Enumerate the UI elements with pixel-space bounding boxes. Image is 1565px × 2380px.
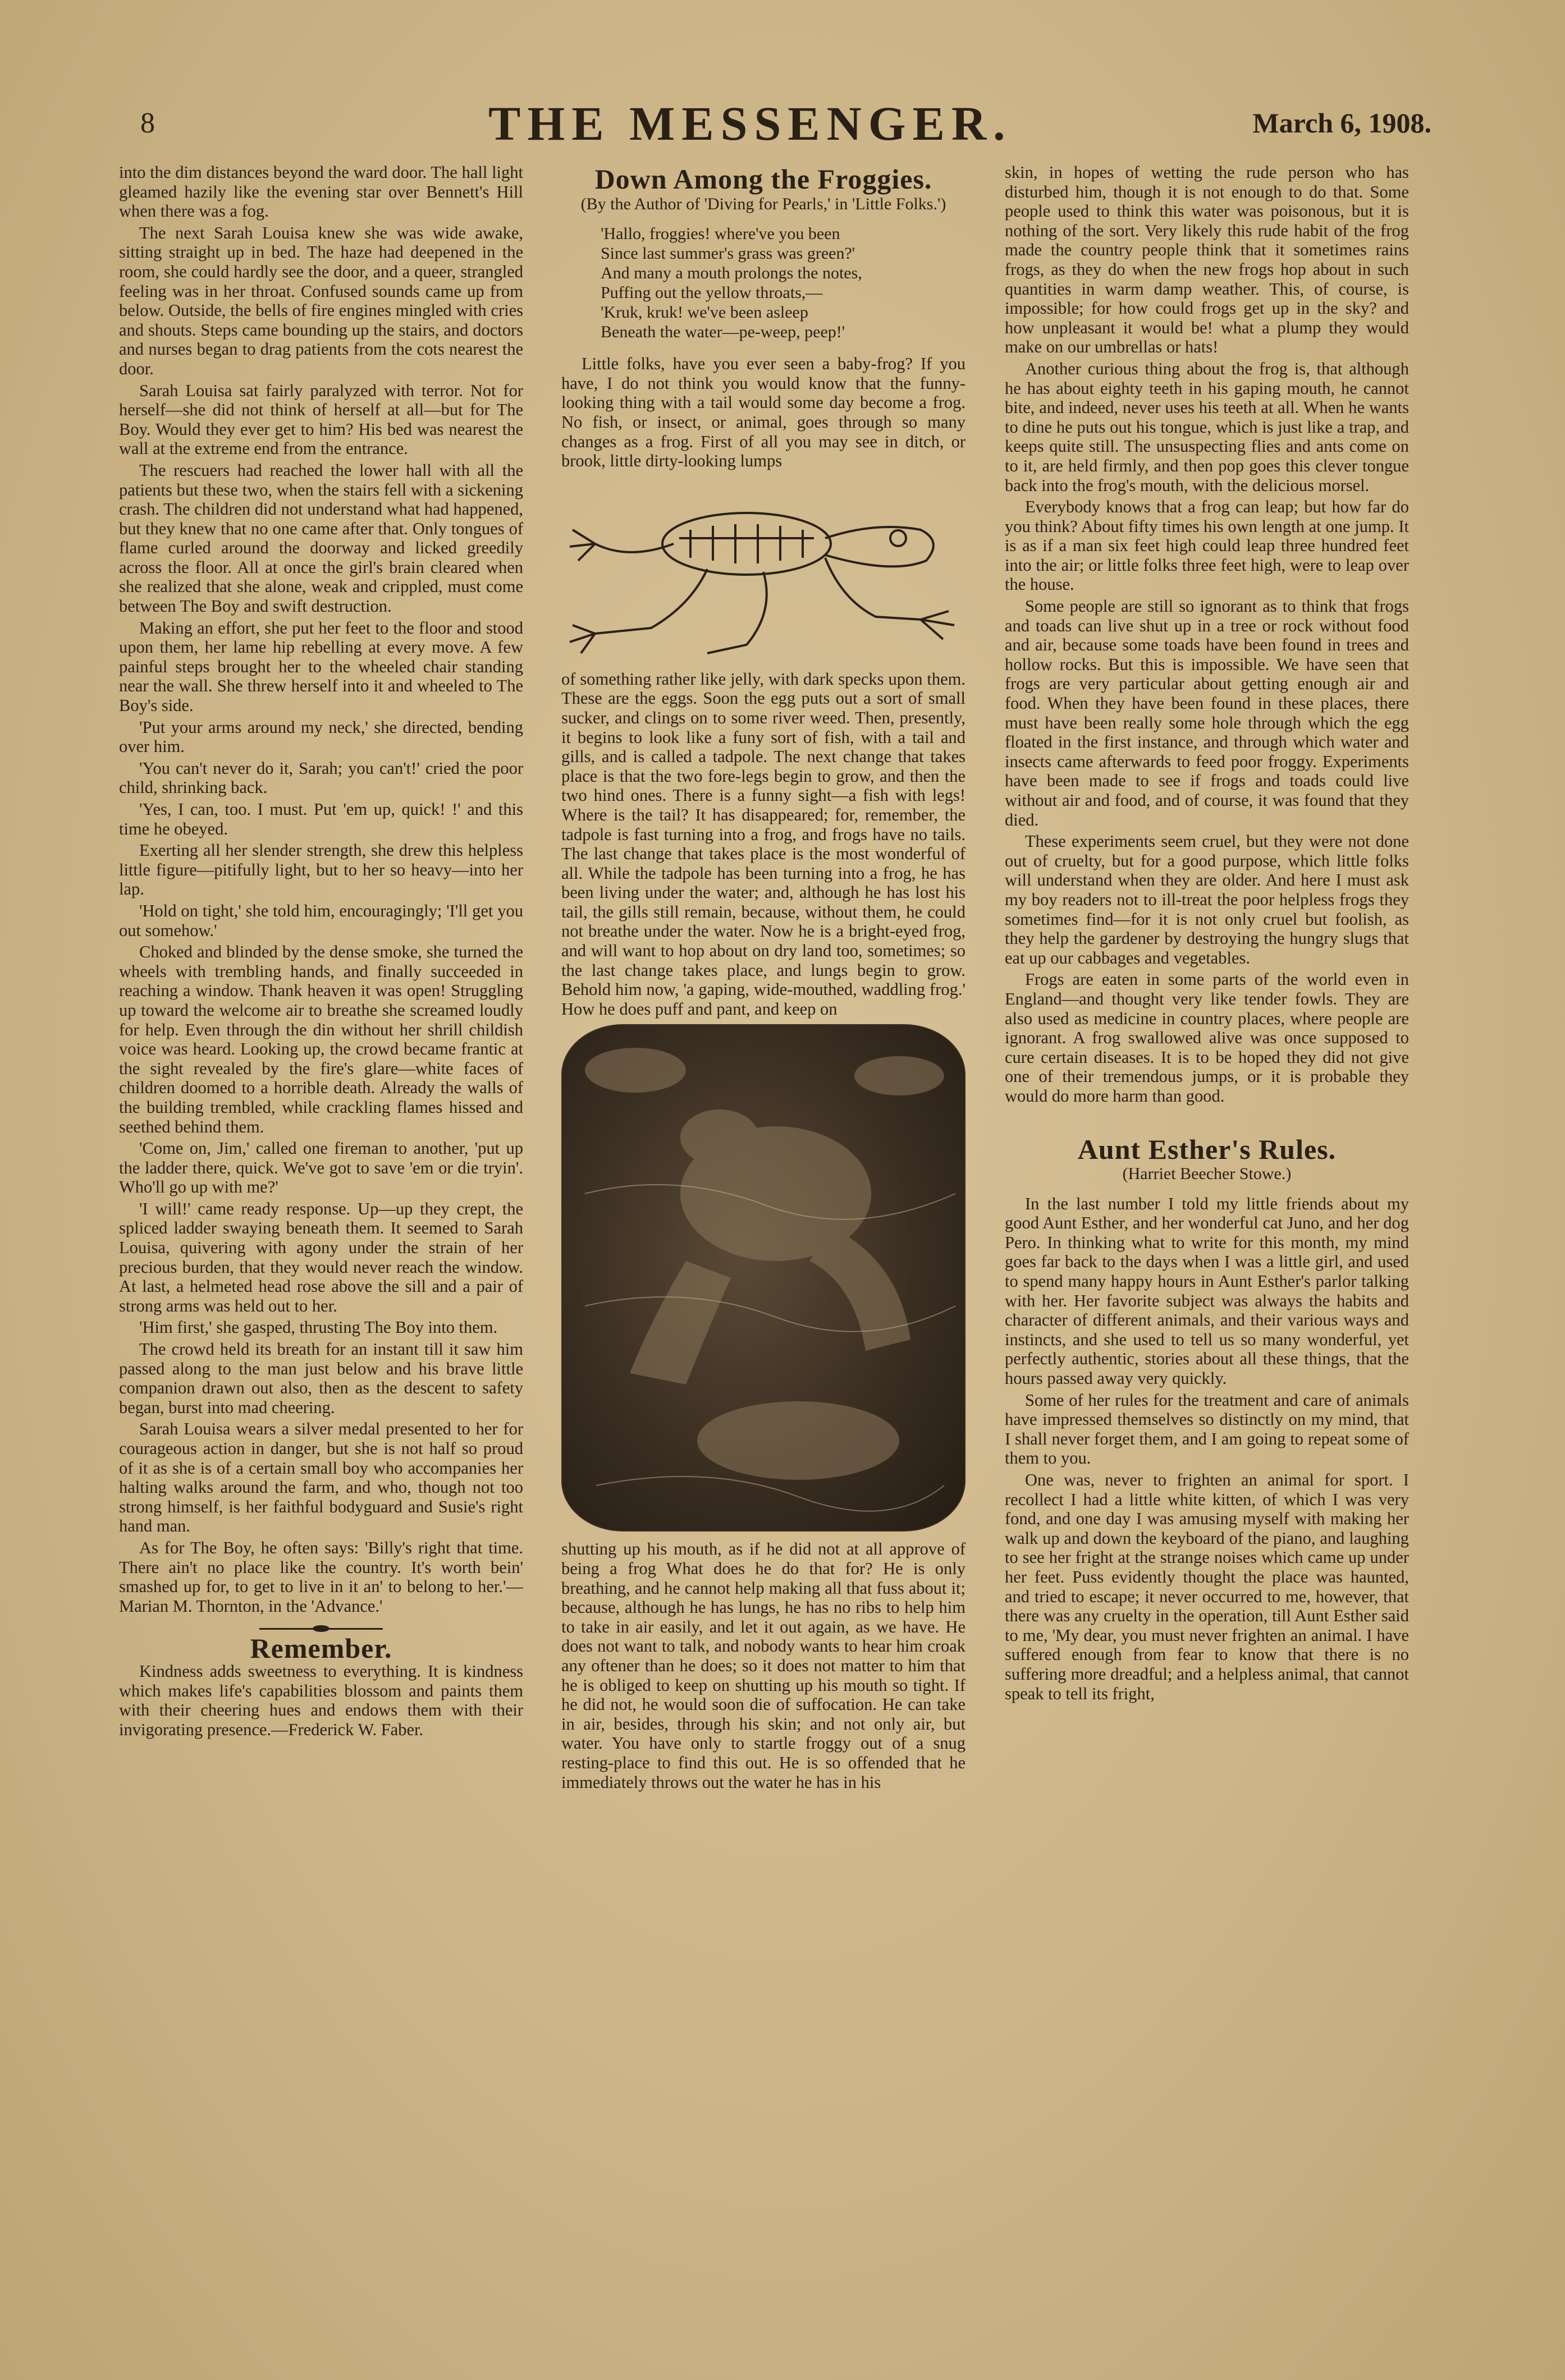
frog-skeleton-illustration	[561, 476, 965, 662]
paragraph: shutting up his mouth, as if he did not at all approve of being a frog What does he do that for? He is only breathing, and he cannot help making all that fuss about it; because, although he has lungs, he has no ribs to help him to take in air easily, and let it out again, as we have. He does not want to talk, and nobody wants to hear him croak any oftener than he does; so it does not matter to him that he is obliged to keep on shutting up his mouth so tight. If he did not, he would soon die of suffocation. He can take in air, besides, through his skin; and not only air, but water. You have only to startle froggy out of a snug resting-place to find this out. He is so offended that he immediately throws out the water he has in his	[561, 1539, 965, 1792]
paragraph: Sarah Louisa sat fairly paralyzed with terror. Not for herself—she did not think of herself at all—but for The Boy. Would they ever get to him? His bed was nearest the wall at the extreme end from the entrance.	[119, 380, 523, 458]
paragraph: The next Sarah Louisa knew she was wide awake, sitting straight up in bed. The haze had deepened in the room, she could hardly see the door, and a queer, strangled feeling was in her throat. Confused sounds came up from below. Outside, the bells of fire engines mingled with cries and shouts. Steps came bounding up the stairs, and doctors and nurses began to drag patients from the cots nearest the door.	[119, 223, 523, 378]
paragraph: Everybody knows that a frog can leap; but how far do you think? About fifty times his own length at one jump. It is as if a man six feet high could leap three hundred feet into the air; or little folks three feet high, were to leap over the house.	[1005, 497, 1409, 594]
paragraph: These experiments seem cruel, but they were not done out of cruelty, but for a good purpose, which little folks will understand when they are older. And here I must ask my boy readers not to ill-treat the poor helpless frogs they sometimes find—for it is not only cruel but foolish, as they help the gardener by destroying the hungry slugs that eat up our cabbages and vegetables.	[1005, 832, 1409, 967]
poem-line: Since last summer's grass was green?'	[601, 244, 855, 263]
section-divider	[259, 1628, 383, 1630]
newspaper-title: THE MESSENGER.	[488, 97, 1012, 150]
froggies-poem	[601, 224, 965, 342]
paragraph: 'Come on, Jim,' called one fireman to another, 'put up the ladder there, quick. We've got to save 'em or die tryin'. Who'll go up with me?'	[119, 1139, 523, 1197]
poem-line: Puffing out the yellow throats,—	[601, 283, 823, 302]
issue-date: March 6, 1908.	[1252, 107, 1431, 139]
paragraph: 'Hold on tight,' she told him, encouragingly; 'I'll get you out somehow.'	[119, 901, 523, 940]
poem-line: Beneath the water—pe-weep, peep!'	[601, 323, 845, 342]
page-number: 8	[140, 107, 155, 139]
paragraph: Frogs are eaten in some parts of the world even in England—and thought very like tender fowls. They are also used as medicine in country places, where people are ignorant. A frog swallowed alive was once supposed to cure certain diseases. It is to be hoped they did not give one of their tremendous jumps, or it is probable they would do more harm than good.	[1005, 970, 1409, 1106]
poem-line: 'Hallo, froggies! where've you been	[601, 224, 840, 244]
paragraph: Another curious thing about the frog is, that although he has about eighty teeth in his gaping mouth, he cannot bite, and indeed, never uses his teeth at all. When he wants to dine he puts out his tongue, which is just like a trap, and keeps quite still. The unsuspecting flies and ants come on to it, are held firmly, and then pop goes this clever tongue back into the frog's mouth, with the delicious morsel.	[1005, 359, 1409, 495]
paragraph: The rescuers had reached the lower hall with all the patients but these two, when the stairs fell with a sickening crash. The children did not understand what had happened, but they knew that no one came after that. Only tongues of flame curled around the doorway and licked greedily across the floor. All at once the girl's brain cleared when she realized that she alone, weak and crippled, must come between The Boy and swift destruction.	[119, 460, 523, 616]
aunt-esther-byline: (Harriet Beecher Stowe.)	[1122, 1164, 1292, 1184]
paragraph: 'Him first,' she gasped, thrusting The Boy into them.	[139, 1318, 498, 1337]
paragraph: One was, never to frighten an animal for sport. I recollect I had a little white kitten, of which I was very fond, and one day I was amusing myself with making her walk up and down the keyboard of the piano, and laughing to see her fright at the strange noises which came up under her feet. Puss evidently thought the place was haunted, and tried to escape; it never occurred to me, however, that there was any cruelty in the operation, till Aunt Esther said to me, 'My dear, you must never frighten an animal. I have suffered enough from fear to know that there is no suffering more dreadful; and a helpless animal, that cannot speak to tell its fright,	[1005, 1470, 1409, 1703]
paragraph: 'You can't never do it, Sarah; you can't!' cried the poor child, shrinking back.	[119, 758, 523, 797]
paragraph: As for The Boy, he often says: 'Billy's right that time. There ain't no place like the country. It's worth bein' smashed up for, to get to live in it an' to belong to her.'—Marian M. Thornton, in the 'Advance.'	[119, 1538, 523, 1616]
aunt-esther-heading: Aunt Esther's Rules.	[1077, 1133, 1337, 1165]
paragraph: Sarah Louisa wears a silver medal presented to her for courageous action in danger, but she is not half so proud of it as she is of a certain small boy who accompanies her halting walks around the farm, and who, though not too strong himself, is her faithful bodyguard and Susie's right hand man.	[119, 1419, 523, 1536]
column-1	[119, 163, 523, 1741]
poem-line: 'Kruk, kruk! we've been asleep	[601, 303, 808, 322]
column-3	[1005, 163, 1409, 1705]
remember-heading: Remember.	[250, 1632, 392, 1664]
froggies-byline: (By the Author of 'Diving for Pearls,' in 'Little Folks.')	[580, 194, 946, 213]
paragraph: 'I will!' came ready response. Up—up they crept, the spliced ladder swaying beneath them. It seemed to Sarah Louisa, quivering with agony under the strain of her precious burden, that they would never reach the window. At last, a helmeted head rose above the sill and a pair of strong arms was held out to her.	[119, 1199, 523, 1315]
paragraph: Making an effort, she put her feet to the floor and stood upon them, her lame hip rebelling at every move. A few painful steps brought her to the wheeled chair standing near the wall. She threw herself into it and wheeled to The Boy's side.	[119, 618, 523, 716]
paragraph: 'Yes, I can, too. I must. Put 'em up, quick! !' and this time he obeyed.	[119, 800, 523, 838]
paragraph: In the last number I told my little friends about my good Aunt Esther, and her wonderful cat Juno, and her dog Pero. In thinking what to write for this month, my mind goes far back to the days when I was a little girl, and used to spend many happy hours in Aunt Esther's parlor talking with her. Her favorite subject was always the habits and character of different animals, and their various ways and instincts, and she used to tell us so many wonderful, yet perfectly authentic, stories about all these things, that the hours passed away very quickly.	[1005, 1194, 1409, 1388]
column-2	[561, 163, 965, 1794]
paragraph: Some of her rules for the treatment and care of animals have impressed themselves so distinctly on my mind, that I shall never forget them, and I am going to repeat some of them to you.	[1005, 1390, 1409, 1468]
frog-engraving-illustration	[561, 1024, 965, 1531]
paragraph: The crowd held its breath for an instant till it saw him passed along to the man just below and his brave little companion drawn out also, then as the descent to safety began, burst into mad cheering.	[119, 1340, 523, 1417]
paragraph: Exerting all her slender strength, she drew this helpless little figure—pitifully light, but to her so heavy—into her lap.	[119, 841, 523, 899]
paragraph: skin, in hopes of wetting the rude person who has disturbed him, though it is not enough to do that. Some people used to think this water was poisonous, but it is nothing of the sort. Very likely this rude habit of the frog made the country people think that it sometimes rains frogs, as they do when the new frogs hop about in such quantities in warm damp weather. This, of course, is impossible; for how could frogs get up in the sky? and how unpleasant it would be! what a plump they would make on our umbrellas or hats!	[1005, 163, 1409, 357]
paragraph: 'Put your arms around my neck,' she directed, bending over him.	[119, 717, 523, 756]
paragraph: of something rather like jelly, with dark specks upon them. These are the eggs. Soon the egg puts out a sort of small sucker, and clings on to some river weed. Then, presently, it begins to look like a funy sort of fish, with a tail and gills, and is called a tadpole. The next change that takes place is that the two fore-legs begin to grow, and then the two hind ones. There is a funny sight—a fish with legs! Where is the tail? It has disappeared; for, remember, the tadpole is fast turning into a frog, and frogs have no tails. The last change that takes place is the most wonderful of all. While the tadpole has been turning into a frog, he has been living under the water; and, although he has lost his tail, the gills still remain, because, without them, he could not breathe under the water. Now he is a bright-eyed frog, and will want to hop about on dry land too, sometimes; so the last change takes place, and lungs begin to grow. Behold him now, 'a gaping, wide-mouthed, waddling frog.' How he does puff and pant, and keep on	[561, 669, 965, 1019]
poem-line: And many a mouth prolongs the notes,	[601, 264, 862, 283]
paragraph: Some people are still so ignorant as to think that frogs and toads can live shut up in a tree or rock without food and air, because some toads have been found in trees and hollow rocks. But this is impossible. We have seen that frogs are very particular about getting enough air and food. When they have been found in these places, there must have been really some hole through which the egg floated in the first instance, and through which water and insects came afterwards to feed poor froggy. Experiments have been made to see if frogs and toads could live without air and food, and of course, it was found that they died.	[1005, 597, 1409, 829]
paragraph: Little folks, have you ever seen a baby-frog? If you have, I do not think you would know that the funny-looking thing with a tail would some day become a frog. No fish, or insect, or animal, goes through so many changes as a frog. First of all you may see in ditch, or brook, little dirty-looking lumps	[561, 354, 965, 471]
remember-text: Kindness adds sweetness to everything. It is kindness which makes life's capabilities blossom and paints them with their cheering hues and endows them with their invigorating presence.—Frederick W. Faber.	[119, 1661, 523, 1739]
paragraph: into the dim distances beyond the ward door. The hall light gleamed hazily like the evening star over Bennett's Hill when there was a fog.	[119, 163, 523, 221]
paragraph: Choked and blinded by the dense smoke, she turned the wheels with trembling hands, and finally succeeded in reaching a window. Thank heaven it was open! Struggling up toward the welcome air to breathe she screamed loudly for help. Even through the din without her shrill childish voice was heard. Looking up, the crowd became frantic at the sight revealed by the fire's glare—white faces of children doomed to a horrible death. Already the walls of the building trembled, while crackling flames hissed and seethed behind them.	[119, 942, 523, 1136]
froggies-heading: Down Among the Froggies.	[594, 163, 932, 195]
masthead	[140, 95, 1431, 157]
